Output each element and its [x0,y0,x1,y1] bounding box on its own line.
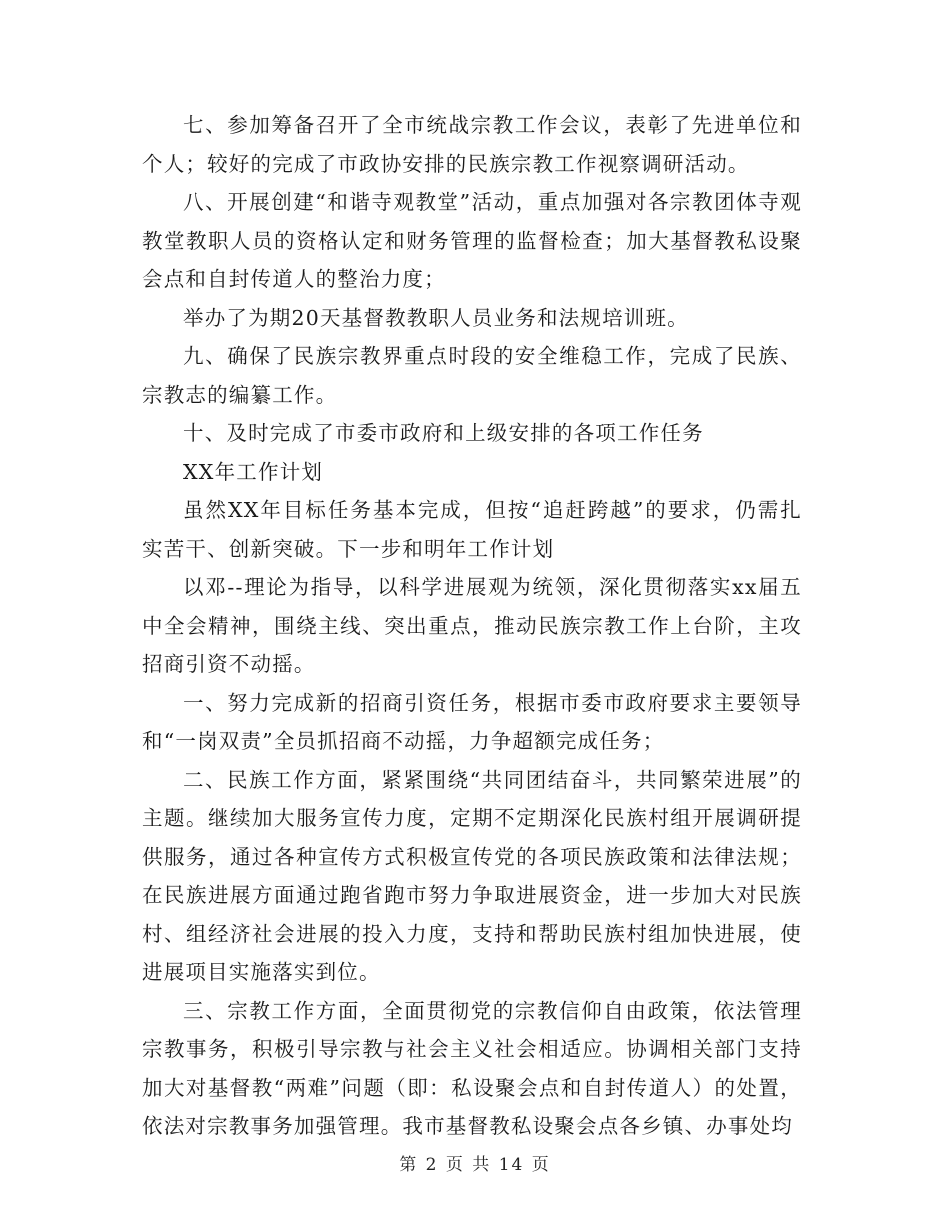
paragraph-plan-3-religious-work: 三、宗教工作方面，全面贯彻党的宗教信仰自由政策，依法管理宗教事务，积极引导宗教与社会主义社会相适应。协调相关部门支持加大对基督教“两难”问题（即：私设聚会点和自封传道人）的处置，依法对宗教事务加强管理。我市基督教私设聚会点各乡镇、办事处均 [142,998,802,1138]
paragraph-8-harmony-activity: 八、开展创建“和谐寺观教堂”活动，重点加强对各宗教团体寺观教堂教职人员的资格认定和财务管理的监督检查；加大基督教私设聚会点和自封传道人的整治力度； [142,190,802,291]
paragraph-plan-2-ethnic-work: 二、民族工作方面，紧紧围绕“共同团结奋斗，共同繁荣进展”的主题。继续加大服务宣传力度，定期不定期深化民族村组开展调研提供服务，通过各种宣传方式积极宣传党的各项民族政策和法律法规；在民族进展方面通过跑省跑市努力争取进展资金，进一步加大对民族村、组经济社会进展的投入力度，支持和帮助民族村组加快进展，使进展项目实施落实到位。 [142,767,802,984]
paragraph-7-meeting: 七、参加筹备召开了全市统战宗教工作会议，表彰了先进单位和个人；较好的完成了市政协安排的民族宗教工作视察调研活动。 [142,113,802,176]
paragraph-plan-1-investment: 一、努力完成新的招商引资任务，根据市委市政府要求主要领导和“一岗双责”全员抓招商不动摇，力争超额完成任务； [142,690,802,753]
page-number-footer: 第 2 页 共 14 页 [399,1155,551,1175]
paragraph-10-tasks: 十、及时完成了市委市政府和上级安排的各项工作任务 [183,421,704,445]
paragraph-guiding-theory: 以邓--理论为指导，以科学进展观为统领，深化贯彻落实xx届五中全会精神，围绕主线、突出重点，推动民族宗教工作上台阶，主攻招商引资不动摇。 [142,575,802,676]
paragraph-training-course: 举办了为期20天基督教教职人员业务和法规培训班。 [183,305,689,330]
paragraph-9-stability: 九、确保了民族宗教界重点时段的安全维稳工作，完成了民族、宗教志的编纂工作。 [142,344,802,407]
paragraph-plan-intro: 虽然XX年目标任务基本完成，但按“追赶跨越”的要求，仍需扎实苦干、创新突破。下一步和明年工作计划 [142,498,802,561]
section-heading-work-plan: XX年工作计划 [183,459,324,484]
document-body [142,106,802,1146]
